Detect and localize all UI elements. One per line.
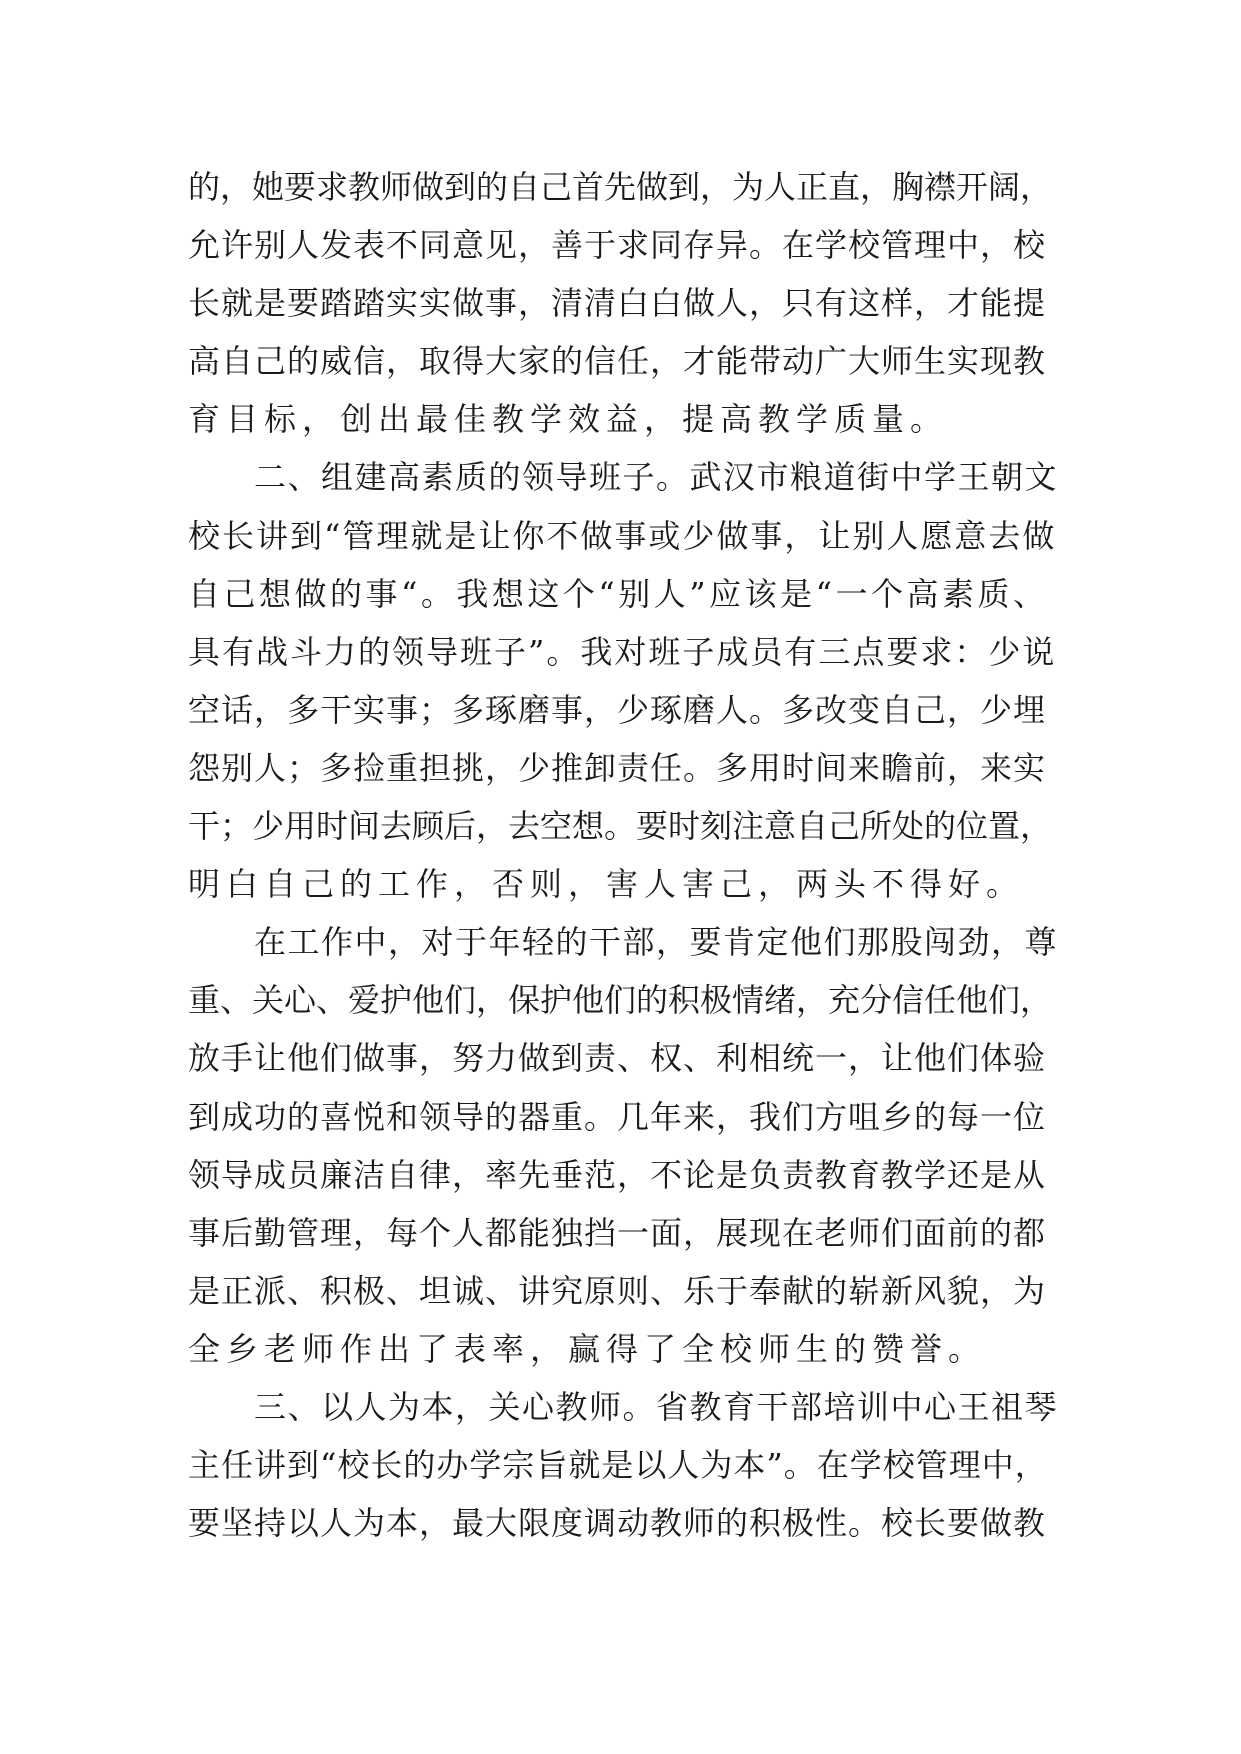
- text-line: 在工作中，对于年轻的干部，要肯定他们那股闯劲，尊: [254, 923, 1059, 962]
- text-line: 的，她要求教师做到的自己首先做到，为人正直，胸襟开阔，: [188, 168, 1053, 206]
- text-line: 长就是要踏踏实实做事，清清白白做人，只有这样，才能提: [188, 284, 1047, 323]
- text-line: 三、以人为本，关心教师。省教育干部培训中心王祖琴: [254, 1387, 1059, 1426]
- text-line: 明白自己的工作，否则，害人害己，两头不得好。: [188, 865, 1025, 904]
- text-line: 放手让他们做事，努力做到责、权、利相统一，让他们体验: [188, 1039, 1047, 1078]
- text-line: 高自己的威信，取得大家的信任，才能带动广大师生实现教: [188, 342, 1047, 381]
- text-line: 育目标，创出最佳教学效益，提高教学质量。: [188, 400, 949, 439]
- text-line: 怨别人；多捡重担挑，少推卸责任。多用时间来瞻前，来实: [188, 748, 1047, 787]
- text-line: 到成功的喜悦和领导的器重。几年来，我们方咀乡的每一位: [188, 1097, 1047, 1136]
- text-line: 允许别人发表不同意见，善于求同存异。在学校管理中，校: [188, 226, 1047, 265]
- text-line: 主任讲到“校长的办学宗旨就是以人为本”。在学校管理中，: [188, 1446, 1048, 1485]
- text-line: 空话，多干实事；多琢磨事，少琢磨人。多改变自己，少埋: [188, 690, 1047, 729]
- text-line: 领导成员廉洁自律，率先垂范，不论是负责教育教学还是从: [188, 1155, 1047, 1194]
- text-line: 二、组建高素质的领导班子。武汉市粮道街中学王朝文: [254, 458, 1059, 497]
- document-body: [188, 158, 1058, 1552]
- text-line: 具有战斗力的领导班子”。我对班子成员有三点要求：少说: [188, 632, 1057, 671]
- text-line: 事后勤管理，每个人都能独挡一面，展现在老师们面前的都: [188, 1213, 1047, 1252]
- text-line: 自己想做的事“。我想这个“别人”应该是“一个高素质、: [188, 574, 1049, 613]
- text-line: 要坚持以人为本，最大限度调动教师的积极性。校长要做教: [188, 1504, 1047, 1543]
- text-line: 校长讲到“管理就是让你不做事或少做事，让别人愿意去做: [188, 516, 1057, 555]
- text-line: 全乡老师作出了表率，赢得了全校师生的赞誉。: [188, 1329, 987, 1368]
- text-line: 是正派、积极、坦诚、讲究原则、乐于奉献的崭新风貌，为: [188, 1271, 1047, 1310]
- text-line: 干；少用时间去顾后，去空想。要时刻注意自己所处的位置，: [188, 807, 1053, 846]
- text-line: 重、关心、爱护他们，保护他们的积极情绪，充分信任他们，: [188, 981, 1053, 1020]
